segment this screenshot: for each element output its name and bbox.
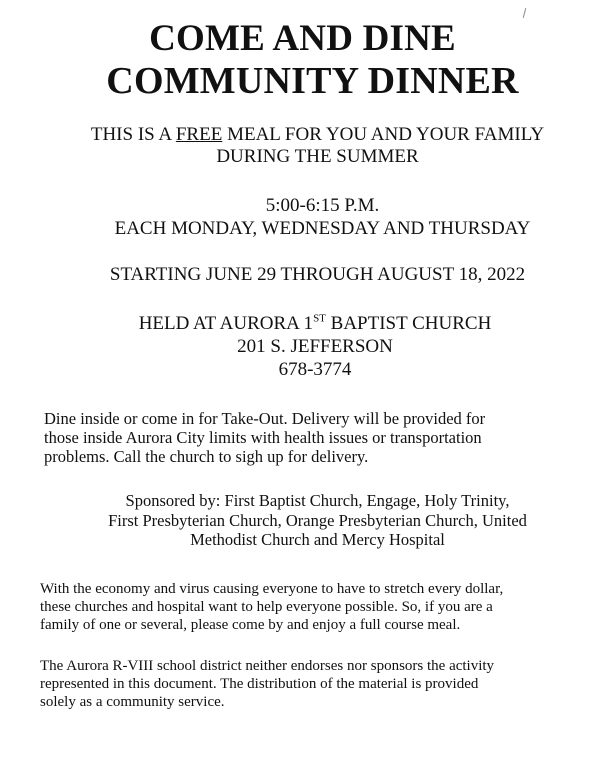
economy-line: With the economy and virus causing everyone to have to stretch every dollar, (40, 580, 504, 597)
schedule-days: EACH MONDAY, WEDNESDAY AND THURSDAY (114, 218, 531, 239)
held-at-post: BAPTIST CHURCH (325, 313, 492, 334)
subhead-line-1 (30, 124, 605, 146)
held-at-pre: HELD AT AURORA 1 (138, 313, 314, 334)
disclaimer-line: represented in this document. The distribution of the material is provided (40, 675, 479, 692)
dates-block (0, 263, 605, 286)
schedule-block (0, 194, 605, 240)
location-phone: 678-3774 (278, 359, 352, 380)
disclaimer-line: The Aurora R-VIII school district neither endorses nor sponsors the activity (40, 657, 495, 674)
dates-text: STARTING JUNE 29 THROUGH AUGUST 18, 2022 (109, 264, 526, 285)
held-at-sup: ST (313, 312, 326, 325)
title-line-2: COMMUNITY DINNER (106, 60, 519, 102)
free-meal-subhead (0, 124, 605, 168)
delivery-line: those inside Aurora City limits with health issues or transportation (44, 428, 482, 447)
sponsor-line: Methodist Church and Mercy Hospital (190, 530, 445, 549)
subhead-line-2: DURING THE SUMMER (216, 146, 419, 167)
location-held-at (25, 312, 605, 335)
delivery-paragraph (0, 409, 605, 466)
sponsor-line: First Presbyterian Church, Orange Presbyterian Church, United (108, 510, 527, 530)
economy-line: family of one or several, please come by and enjoy a full course meal. (40, 616, 461, 633)
subhead-post: MEAL FOR YOU AND YOUR FAMILY (222, 124, 545, 145)
economy-line: these churches and hospital want to help everyone possible. So, if you are a (40, 598, 493, 615)
title-line-1: COME AND DINE (149, 18, 456, 59)
location-block (0, 312, 605, 381)
sponsors-block (0, 491, 605, 550)
disclaimer-paragraph (0, 657, 605, 711)
delivery-line: Dine inside or come in for Take-Out. Delivery will be provided for (44, 409, 486, 428)
subhead-pre: THIS IS A (90, 124, 176, 145)
disclaimer-line: solely as a community service. (40, 693, 225, 710)
economy-paragraph (0, 580, 605, 634)
location-address: 201 S. JEFFERSON (237, 336, 393, 357)
sponsor-line: Sponsored by: First Baptist Church, Engage, Holy Trinity, (125, 491, 510, 510)
subhead-free: FREE (175, 124, 223, 145)
schedule-time: 5:00-6:15 P.M. (265, 195, 380, 216)
delivery-line: problems. Call the church to sigh up for delivery. (44, 447, 369, 466)
